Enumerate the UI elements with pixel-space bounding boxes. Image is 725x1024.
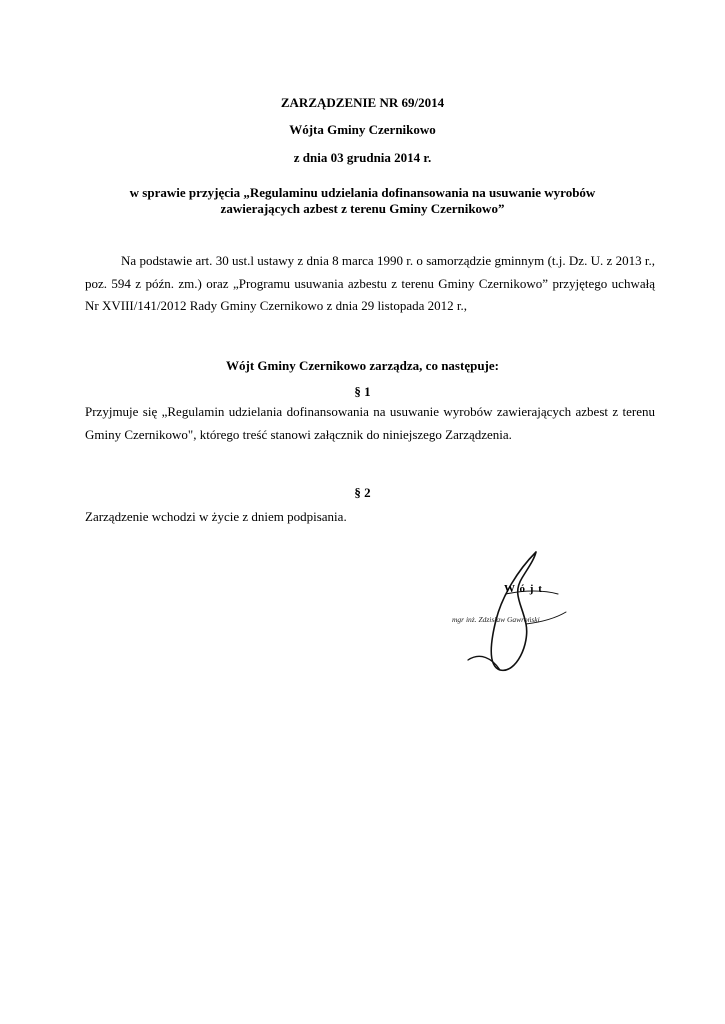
decree-issuer: Wójta Gminy Czernikowo (289, 122, 436, 137)
preamble-paragraph: Na podstawie art. 30 ust.l ustawy z dnia 8 marca 1990 r. o samorządzie gminnym (t.j. Dz. U. z 2013 r., poz. 594 z późn. zm.) oraz „Programu usuwania azbestu z terenu Gminy Czernikowo” przyjętego uchwałą Nr XVIII/141/2012 Rady Gminy Czernikowo z dnia 29 listopada 2012 r., (85, 253, 655, 313)
decree-date: z dnia 03 grudnia 2014 r. (293, 150, 432, 165)
stamp-name: mgr inż. Zdzisław Gawroński (452, 615, 540, 624)
section-mark-2: § 2 (354, 485, 371, 500)
section-text-2: Zarządzenie wchodzi w życie z dniem podpisania. (85, 509, 347, 524)
section-text-1: Przyjmuje się „Regulamin udzielania dofinansowania na usuwanie wyrobów zawierających azbest z terenu Gminy Czernikowo", którego treść stanowi załącznik do niniejszego Zarządzenia. (85, 404, 655, 442)
stamp-title: W ó j t (504, 583, 543, 595)
decree-title: ZARZĄDZENIE NR 69/2014 (280, 95, 445, 110)
decree-subject-line2: zawierających azbest z terenu Gminy Czernikowo” (220, 201, 505, 216)
decree-intro: Wójt Gminy Czernikowo zarządza, co następuje: (226, 358, 499, 373)
signature-stamp (440, 548, 600, 678)
section-mark-1: § 1 (354, 384, 371, 399)
decree-subject-line1: w sprawie przyjęcia „Regulaminu udzielania dofinansowania na usuwanie wyrobów (129, 185, 596, 200)
